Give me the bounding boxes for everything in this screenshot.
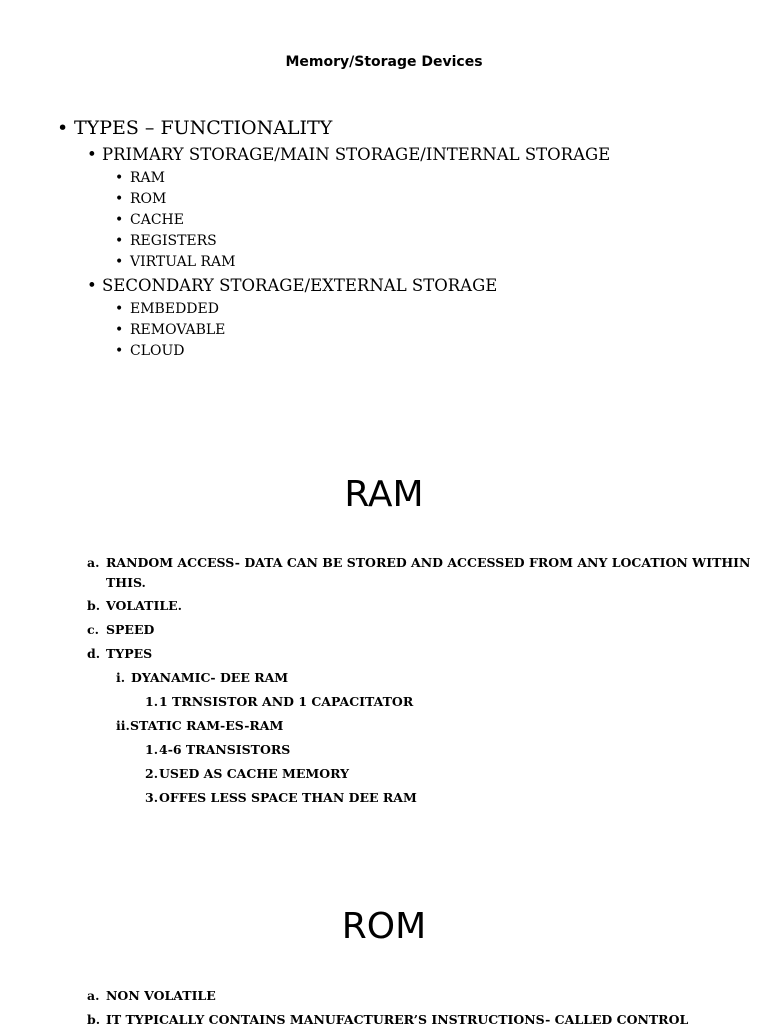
list-marker: ii. [116,718,130,733]
list-item-label: TYPES – FUNCTIONALITY [74,117,333,139]
list-item-text: NON VOLATILE [106,988,216,1003]
list-item-text: 4-6 TRANSISTORS [159,742,291,757]
list-item [115,343,185,359]
bullet-icon: • [87,145,97,164]
bullet-icon: • [115,191,124,207]
list-item-label: REMOVABLE [130,322,226,338]
list-item [115,170,165,186]
list-item [87,622,155,637]
list-item [115,254,236,270]
list-item-secondary-storage [87,276,498,295]
list-item [116,670,289,685]
ram-heading: RAM [344,474,424,515]
list-item [115,191,167,207]
bullet-icon: • [87,276,97,295]
list-item [87,646,153,661]
list-marker: i. [116,670,126,685]
list-marker: 1. [145,694,159,709]
list-marker: b. [87,1012,101,1027]
rom-heading: ROM [341,906,427,947]
list-marker: b. [87,598,101,613]
list-item-label: EMBEDDED [130,301,219,317]
bullet-icon: • [57,117,69,139]
list-item-text: SPEED [106,622,155,637]
list-marker: c. [87,622,99,637]
list-item [87,988,216,1003]
list-item [87,555,751,570]
list-marker: d. [87,646,101,661]
list-item-label: CLOUD [130,343,185,359]
page-title: Memory/Storage Devices [285,54,483,70]
list-marker: 1. [145,742,159,757]
bullet-icon: • [115,254,124,270]
list-item-text: DYANAMIC- DEE RAM [131,670,289,685]
list-marker: 2. [145,766,159,781]
list-item-types-functionality [57,117,333,139]
list-marker: 3. [145,790,159,805]
list-item [145,790,417,805]
list-item-label: REGISTERS [130,233,217,249]
list-item [115,212,184,228]
list-item-text: TYPES [106,646,153,661]
list-item-label: VIRTUAL RAM [130,254,236,270]
list-item [145,742,291,757]
list-marker: a. [87,988,100,1003]
list-item [115,322,226,338]
list-item [115,233,217,249]
bullet-icon: • [115,343,124,359]
list-item-text: STATIC RAM-ES-RAM [130,718,284,733]
list-item-label: SECONDARY STORAGE/EXTERNAL STORAGE [102,276,498,295]
list-item [145,766,350,781]
list-item-label: PRIMARY STORAGE/MAIN STORAGE/INTERNAL STORAGE [102,145,611,164]
list-item-text: VOLATILE. [106,598,182,613]
list-item [87,598,182,613]
list-item-primary-storage [87,145,611,164]
list-item-label: RAM [130,170,165,186]
list-item-text: 1 TRNSISTOR AND 1 CAPACITATOR [159,694,414,709]
list-item-text: RANDOM ACCESS- DATA CAN BE STORED AND ACCESSED FROM ANY LOCATION WITHIN [106,555,751,570]
list-item [145,694,414,709]
list-item-label: CACHE [130,212,184,228]
list-item [116,718,284,733]
list-item-label: ROM [130,191,167,207]
list-item [115,301,219,317]
bullet-icon: • [115,212,124,228]
bullet-icon: • [115,301,124,317]
bullet-icon: • [115,322,124,338]
bullet-icon: • [115,233,124,249]
list-item-continuation: THIS. [106,575,146,590]
list-marker: a. [87,555,100,570]
list-item-text: USED AS CACHE MEMORY [159,766,350,781]
list-item-text: IT TYPICALLY CONTAINS MANUFACTURER’S INSTRUCTIONS- CALLED CONTROL [106,1012,689,1027]
list-item-text: OFFES LESS SPACE THAN DEE RAM [159,790,417,805]
list-item [87,1012,689,1027]
bullet-icon: • [115,170,124,186]
